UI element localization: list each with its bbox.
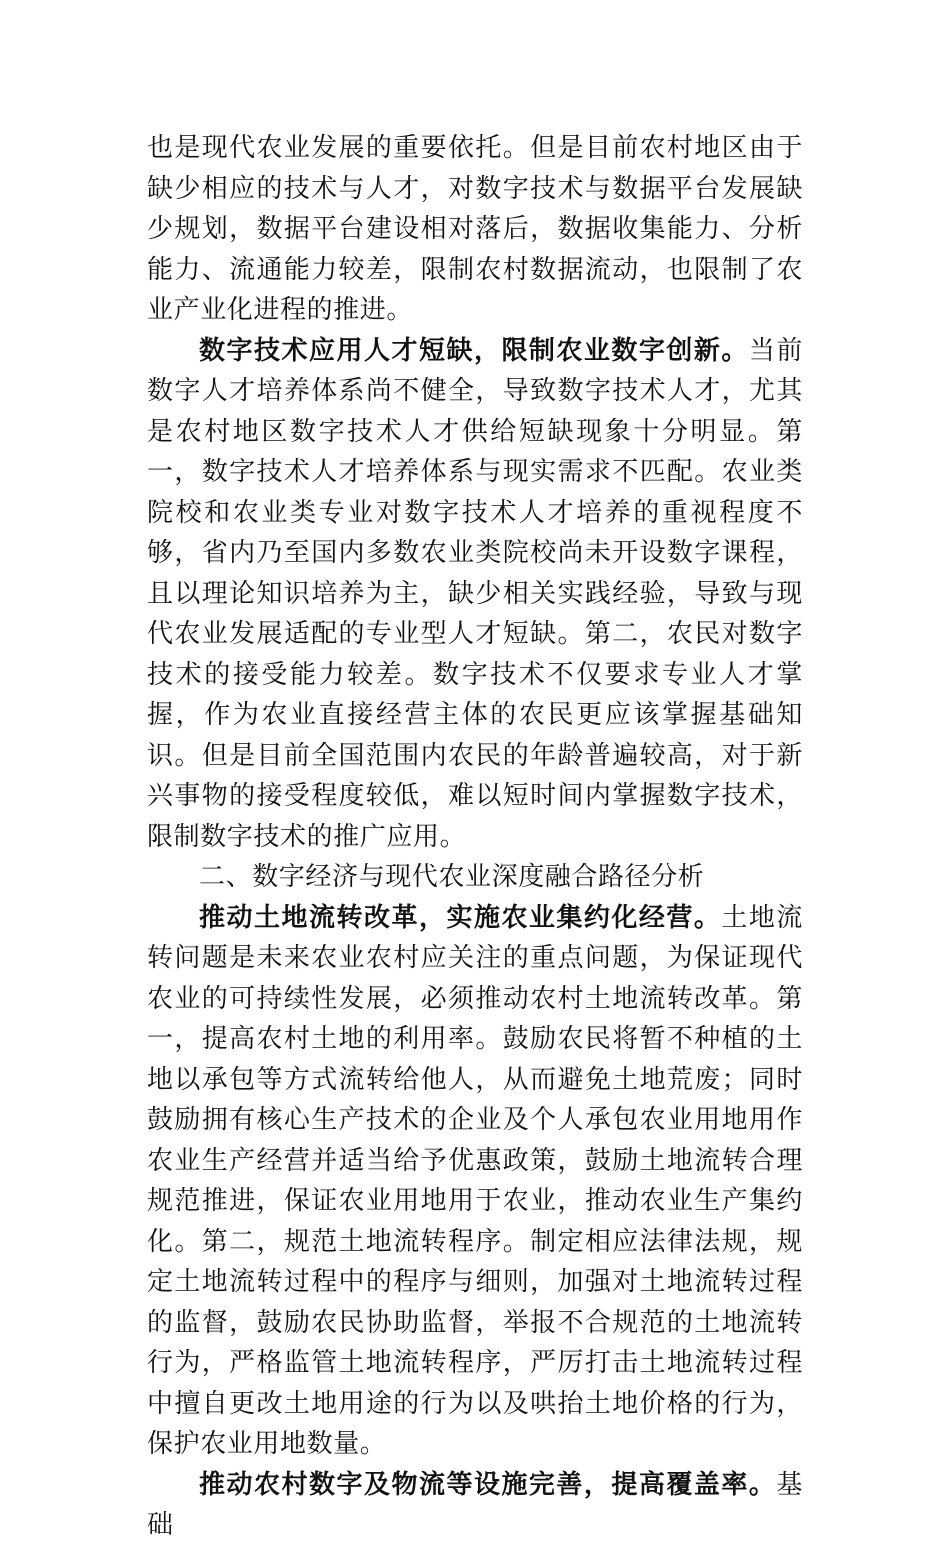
document-page (147, 128, 803, 1546)
paragraph-continuation (147, 128, 803, 331)
paragraph-text: 也是现代农业发展的重要依托。但是目前农村地区由于缺少相应的技术与人才，对数字技术与数据平台发展缺少规划，数据平台建设相对落后，数据收集能力、分析能力、流通能力较差，限制农村数据流动，也限制了农业产业化进程的推进。 (147, 133, 803, 325)
paragraph-land-reform (147, 898, 803, 1465)
paragraph-text: 土地流转问题是未来农业农村应关注的重点问题，为保证现代农业的可持续性发展，必须推动农村土地流转改革。第一，提高农村土地的利用率。鼓励农民将暂不种植的土地以承包等方式流转给他人，从而避免土地荒废；同时鼓励拥有核心生产技术的企业及个人承包农业用地用作农业生产经营并适当给予优惠政策，鼓励土地流转合理规范推进，保证农业用地用于农业，推动农业生产集约化。第二，规范土地流转程序。制定相应法律法规，规定土地流转过程中的程序与细则，加强对土地流转过程的监督，鼓励农民协助监督，举报不合规范的土地流转行为，严格监管土地流转程序，严厉打击土地流转过程中擅自更改土地用途的行为以及哄抬土地价格的行为，保护农业用地数量。 (147, 902, 803, 1459)
paragraph-talent-shortage (147, 331, 803, 858)
paragraph-lead-sentence: 推动农村数字及物流等设施完善，提高覆盖率。 (199, 1469, 777, 1500)
paragraph-infrastructure (147, 1465, 803, 1546)
paragraph-lead-sentence: 数字技术应用人才短缺，限制农业数字创新。 (199, 335, 749, 366)
paragraph-lead-sentence: 推动土地流转改革，实施农业集约化经营。 (199, 902, 722, 933)
section-heading: 二、数字经济与现代农业深度融合路径分析 (199, 862, 705, 892)
paragraph-text: 当前数字人才培养体系尚不健全，导致数字技术人才，尤其是农村地区数字技术人才供给短缺现象十分明显。第一，数字技术人才培养体系与现实需求不匹配。农业类院校和农业类专业对数字技术人才培养的重视程度不够，省内乃至国内多数农业类院校尚未开设数字课程，且以理论知识培养为主，缺少相关实践经验，导致与现代农业发展适配的专业型人才短缺。第二，农民对数字技术的接受能力较差。数字技术不仅要求专业人才掌握，作为农业直接经营主体的农民更应该掌握基础知识。但是目前全国范围内农民的年龄普遍较高，对于新兴事物的接受程度较低，难以短时间内掌握数字技术，限制数字技术的推广应用。 (147, 335, 803, 852)
paragraph-text: 基础 (147, 1469, 803, 1540)
